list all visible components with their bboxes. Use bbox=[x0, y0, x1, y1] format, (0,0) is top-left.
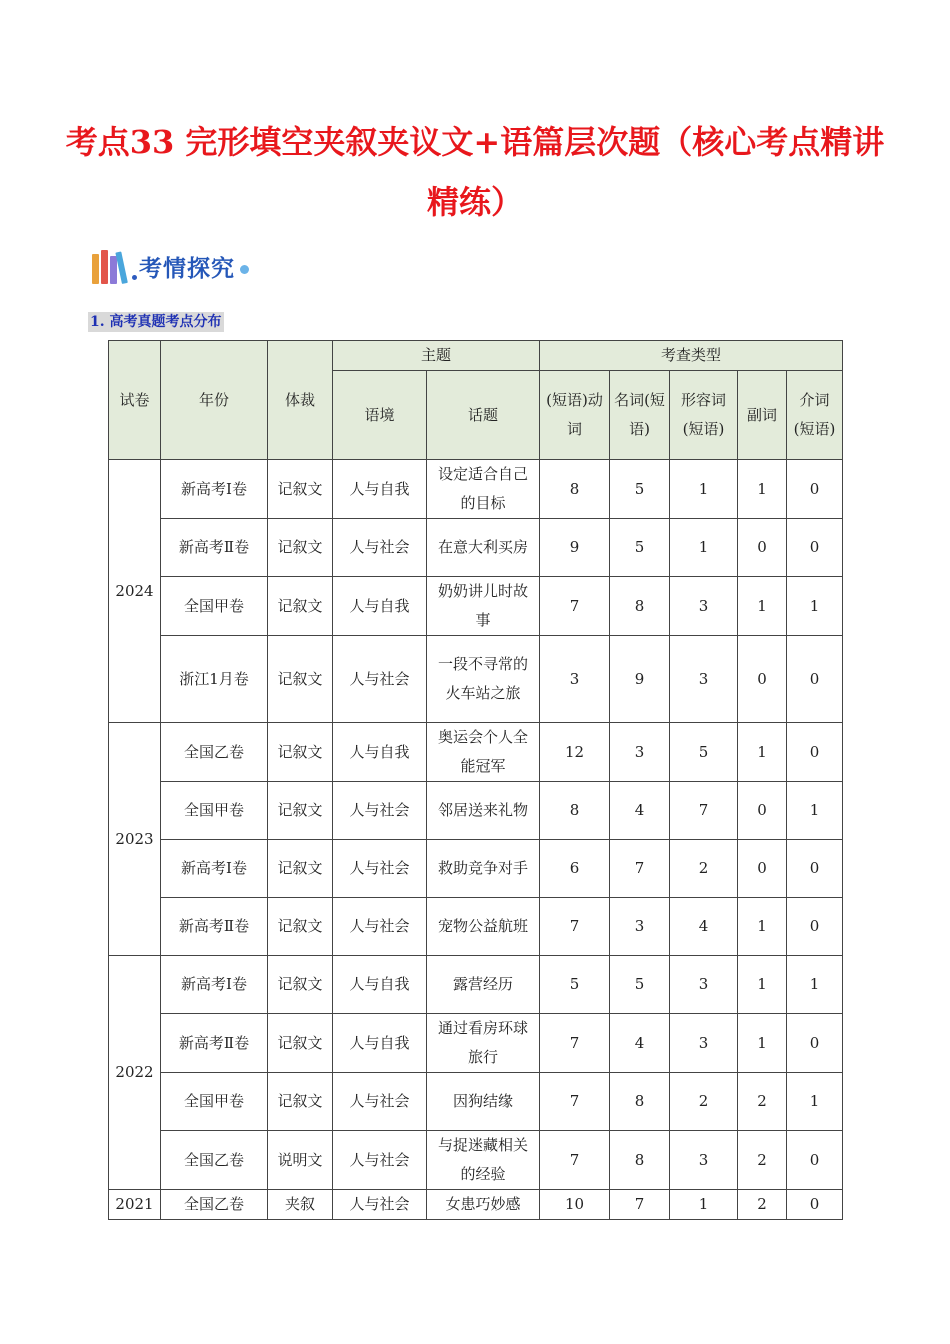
adv-cell: 2 bbox=[738, 1073, 787, 1131]
context-cell: 人与自我 bbox=[333, 723, 427, 782]
verb-cell: 6 bbox=[540, 840, 610, 898]
table-row bbox=[109, 840, 843, 898]
adj-cell: 1 bbox=[670, 460, 738, 519]
year-cell: 2022 bbox=[109, 956, 161, 1190]
header-adv: 副词 bbox=[738, 371, 787, 460]
header-year: 年份 bbox=[161, 341, 268, 460]
adj-cell: 5 bbox=[670, 723, 738, 782]
topic-cell: 救助竞争对手 bbox=[427, 840, 540, 898]
paper-cell: 全国乙卷 bbox=[161, 1190, 268, 1220]
genre-cell: 记叙文 bbox=[268, 898, 333, 956]
header-noun: 名词(短语) bbox=[610, 371, 670, 460]
books-icon bbox=[92, 248, 128, 284]
header-types: 考查类型 bbox=[540, 341, 843, 371]
context-cell: 人与社会 bbox=[333, 1190, 427, 1220]
header-topic: 话题 bbox=[427, 371, 540, 460]
table-row bbox=[109, 1131, 843, 1190]
noun-cell: 3 bbox=[610, 898, 670, 956]
genre-cell: 记叙文 bbox=[268, 577, 333, 636]
table-row bbox=[109, 460, 843, 519]
adj-cell: 3 bbox=[670, 1014, 738, 1073]
table-row bbox=[109, 519, 843, 577]
adj-cell: 1 bbox=[670, 519, 738, 577]
section-header bbox=[92, 244, 249, 288]
adj-cell: 7 bbox=[670, 782, 738, 840]
prep-cell: 0 bbox=[787, 519, 843, 577]
genre-cell: 记叙文 bbox=[268, 460, 333, 519]
noun-cell: 8 bbox=[610, 577, 670, 636]
topic-cell: 邻居送来礼物 bbox=[427, 782, 540, 840]
noun-cell: 9 bbox=[610, 636, 670, 723]
table-body bbox=[109, 460, 843, 1220]
paper-cell: 浙江1月卷 bbox=[161, 636, 268, 723]
year-cell: 2024 bbox=[109, 460, 161, 723]
genre-cell: 记叙文 bbox=[268, 1014, 333, 1073]
page-title: 考点33 完形填空夹叙夹议文+语篇层次题（核心考点精讲精练） bbox=[65, 123, 885, 221]
verb-cell: 7 bbox=[540, 898, 610, 956]
header-verb: (短语)动词 bbox=[540, 371, 610, 460]
adv-cell: 0 bbox=[738, 782, 787, 840]
prep-cell: 0 bbox=[787, 1131, 843, 1190]
adv-cell: 0 bbox=[738, 840, 787, 898]
adv-cell: 0 bbox=[738, 519, 787, 577]
header-prep: 介词(短语) bbox=[787, 371, 843, 460]
context-cell: 人与社会 bbox=[333, 1073, 427, 1131]
paper-cell: 全国乙卷 bbox=[161, 723, 268, 782]
topic-cell: 在意大利买房 bbox=[427, 519, 540, 577]
prep-cell: 0 bbox=[787, 636, 843, 723]
context-cell: 人与社会 bbox=[333, 1131, 427, 1190]
paper-cell: 新高考Ⅱ卷 bbox=[161, 898, 268, 956]
adv-cell: 1 bbox=[738, 1014, 787, 1073]
adv-cell: 1 bbox=[738, 723, 787, 782]
prep-cell: 1 bbox=[787, 782, 843, 840]
context-cell: 人与社会 bbox=[333, 782, 427, 840]
noun-cell: 4 bbox=[610, 782, 670, 840]
verb-cell: 7 bbox=[540, 577, 610, 636]
genre-cell: 记叙文 bbox=[268, 723, 333, 782]
table-row bbox=[109, 577, 843, 636]
verb-cell: 10 bbox=[540, 1190, 610, 1220]
adv-cell: 2 bbox=[738, 1190, 787, 1220]
genre-cell: 记叙文 bbox=[268, 840, 333, 898]
header-genre: 体裁 bbox=[268, 341, 333, 460]
paper-cell: 全国甲卷 bbox=[161, 577, 268, 636]
year-cell: 2021 bbox=[109, 1190, 161, 1220]
genre-cell: 记叙文 bbox=[268, 956, 333, 1014]
noun-cell: 7 bbox=[610, 1190, 670, 1220]
adv-cell: 2 bbox=[738, 1131, 787, 1190]
genre-cell: 记叙文 bbox=[268, 1073, 333, 1131]
noun-cell: 5 bbox=[610, 460, 670, 519]
topic-cell: 与捉迷藏相关的经验 bbox=[427, 1131, 540, 1190]
table-row bbox=[109, 782, 843, 840]
section-title: 考情探究 bbox=[139, 255, 235, 282]
context-cell: 人与自我 bbox=[333, 577, 427, 636]
exam-distribution-table bbox=[108, 340, 843, 1220]
topic-cell: 女患巧妙感 bbox=[427, 1190, 540, 1220]
header-paper: 试卷 bbox=[109, 341, 161, 460]
context-cell: 人与社会 bbox=[333, 519, 427, 577]
verb-cell: 12 bbox=[540, 723, 610, 782]
paper-cell: 全国乙卷 bbox=[161, 1131, 268, 1190]
genre-cell: 说明文 bbox=[268, 1131, 333, 1190]
table-row bbox=[109, 636, 843, 723]
genre-cell: 记叙文 bbox=[268, 636, 333, 723]
adj-cell: 4 bbox=[670, 898, 738, 956]
verb-cell: 7 bbox=[540, 1014, 610, 1073]
table-row bbox=[109, 1014, 843, 1073]
table-row bbox=[109, 898, 843, 956]
topic-cell: 设定适合自己的目标 bbox=[427, 460, 540, 519]
adj-cell: 2 bbox=[670, 1073, 738, 1131]
adv-cell: 1 bbox=[738, 460, 787, 519]
topic-cell: 因狗结缘 bbox=[427, 1073, 540, 1131]
paper-cell: 全国甲卷 bbox=[161, 782, 268, 840]
context-cell: 人与自我 bbox=[333, 1014, 427, 1073]
prep-cell: 1 bbox=[787, 577, 843, 636]
topic-cell: 奶奶讲儿时故事 bbox=[427, 577, 540, 636]
prep-cell: 0 bbox=[787, 840, 843, 898]
verb-cell: 7 bbox=[540, 1073, 610, 1131]
adv-cell: 1 bbox=[738, 898, 787, 956]
verb-cell: 7 bbox=[540, 1131, 610, 1190]
table-row bbox=[109, 1190, 843, 1220]
adv-cell: 0 bbox=[738, 636, 787, 723]
verb-cell: 3 bbox=[540, 636, 610, 723]
table-row bbox=[109, 956, 843, 1014]
table-row bbox=[109, 723, 843, 782]
prep-cell: 1 bbox=[787, 956, 843, 1014]
paper-cell: 新高考Ⅱ卷 bbox=[161, 1014, 268, 1073]
header-context: 语境 bbox=[333, 371, 427, 460]
topic-cell: 宠物公益航班 bbox=[427, 898, 540, 956]
verb-cell: 8 bbox=[540, 460, 610, 519]
topic-cell: 奥运会个人全能冠军 bbox=[427, 723, 540, 782]
context-cell: 人与社会 bbox=[333, 636, 427, 723]
adj-cell: 3 bbox=[670, 956, 738, 1014]
noun-cell: 4 bbox=[610, 1014, 670, 1073]
paper-cell: 新高考Ⅰ卷 bbox=[161, 956, 268, 1014]
prep-cell: 1 bbox=[787, 1073, 843, 1131]
paper-cell: 全国甲卷 bbox=[161, 1073, 268, 1131]
adj-cell: 1 bbox=[670, 1190, 738, 1220]
prep-cell: 0 bbox=[787, 898, 843, 956]
topic-cell: 通过看房环球旅行 bbox=[427, 1014, 540, 1073]
context-cell: 人与自我 bbox=[333, 460, 427, 519]
prep-cell: 0 bbox=[787, 723, 843, 782]
context-cell: 人与社会 bbox=[333, 898, 427, 956]
header-theme: 主题 bbox=[333, 341, 540, 371]
adj-cell: 3 bbox=[670, 636, 738, 723]
noun-cell: 8 bbox=[610, 1073, 670, 1131]
prep-cell: 0 bbox=[787, 460, 843, 519]
verb-cell: 9 bbox=[540, 519, 610, 577]
header-adj: 形容词(短语) bbox=[670, 371, 738, 460]
adj-cell: 2 bbox=[670, 840, 738, 898]
prep-cell: 0 bbox=[787, 1014, 843, 1073]
noun-cell: 7 bbox=[610, 840, 670, 898]
genre-cell: 夹叙 bbox=[268, 1190, 333, 1220]
table-row bbox=[109, 1073, 843, 1131]
dot-icon bbox=[240, 265, 249, 274]
adv-cell: 1 bbox=[738, 577, 787, 636]
noun-cell: 8 bbox=[610, 1131, 670, 1190]
genre-cell: 记叙文 bbox=[268, 782, 333, 840]
year-cell: 2023 bbox=[109, 723, 161, 956]
noun-cell: 5 bbox=[610, 519, 670, 577]
verb-cell: 8 bbox=[540, 782, 610, 840]
paper-cell: 新高考Ⅱ卷 bbox=[161, 519, 268, 577]
verb-cell: 5 bbox=[540, 956, 610, 1014]
genre-cell: 记叙文 bbox=[268, 519, 333, 577]
dot-icon bbox=[132, 275, 137, 280]
adj-cell: 3 bbox=[670, 577, 738, 636]
context-cell: 人与社会 bbox=[333, 840, 427, 898]
adv-cell: 1 bbox=[738, 956, 787, 1014]
paper-cell: 新高考Ⅰ卷 bbox=[161, 840, 268, 898]
topic-cell: 露营经历 bbox=[427, 956, 540, 1014]
prep-cell: 0 bbox=[787, 1190, 843, 1220]
noun-cell: 5 bbox=[610, 956, 670, 1014]
paper-cell: 新高考Ⅰ卷 bbox=[161, 460, 268, 519]
topic-cell: 一段不寻常的火车站之旅 bbox=[427, 636, 540, 723]
noun-cell: 3 bbox=[610, 723, 670, 782]
adj-cell: 3 bbox=[670, 1131, 738, 1190]
context-cell: 人与自我 bbox=[333, 956, 427, 1014]
subheading: 1. 高考真题考点分布 bbox=[90, 314, 222, 330]
